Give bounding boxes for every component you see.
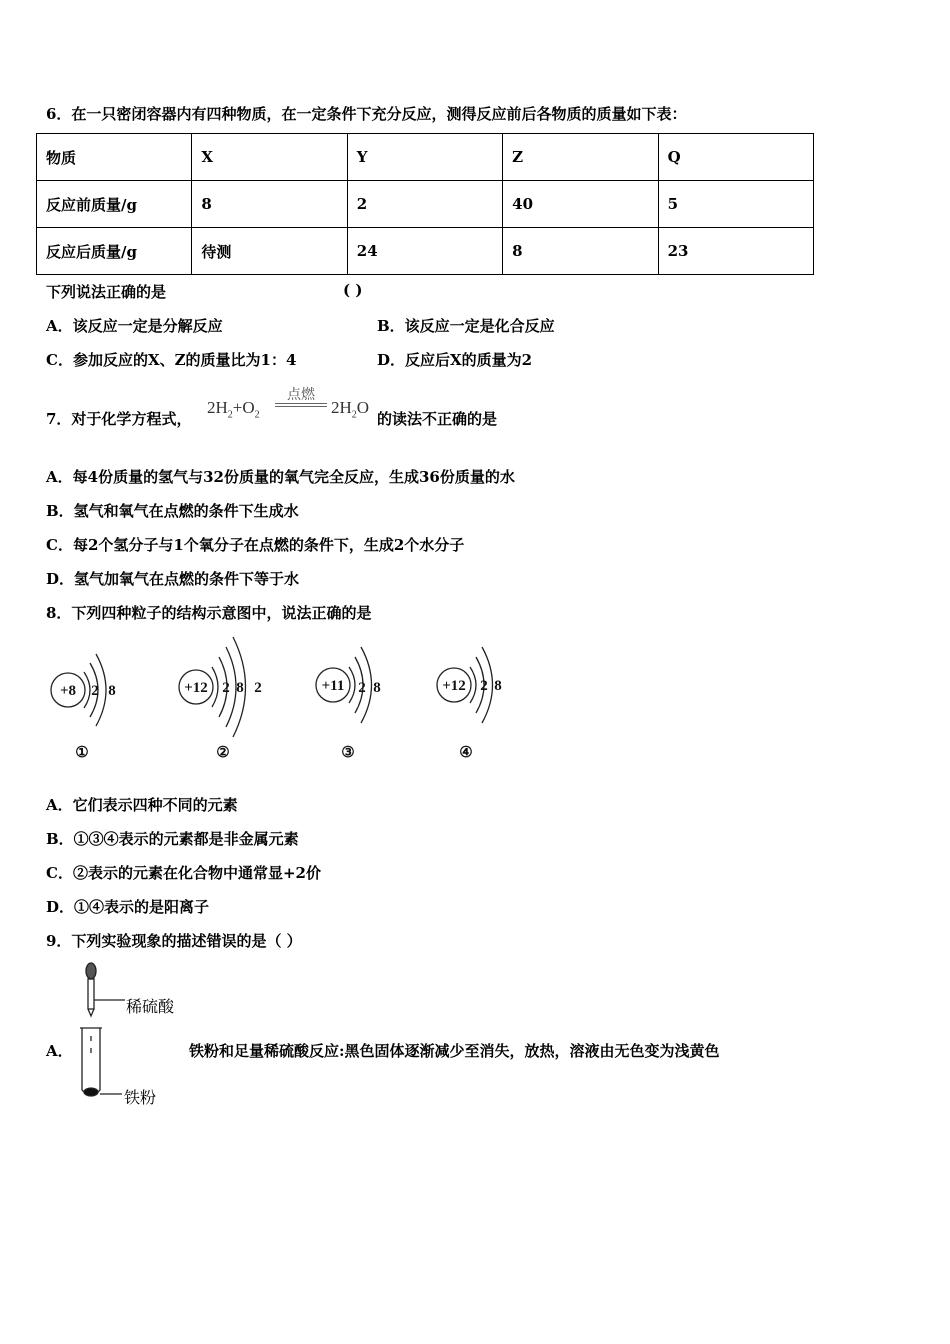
eq-plus-sub: 2 — [254, 409, 260, 421]
q6-answer-paren: ( ) — [343, 281, 363, 299]
eq-left-sub: 2 — [227, 409, 233, 421]
q7-option-a[interactable]: A．每4份质量的氢气与32份质量的氧气完全反应，生成36份质量的水 — [46, 468, 515, 486]
table-header-cell: X — [192, 134, 347, 181]
q7-equation-left — [207, 398, 260, 420]
q6-stem: 6．在一只密闭容器内有四种物质，在一定条件下充分反应，测得反应前后各物质的质量如下表： — [46, 105, 687, 123]
iron-powder — [84, 1088, 98, 1096]
label-dilute-sulfuric-acid: 稀硫酸 — [126, 997, 175, 1016]
q8-option-a[interactable]: A．它们表示四种不同的元素 — [46, 796, 238, 814]
q6-mass-table — [36, 133, 814, 275]
eq-plus: +O — [232, 398, 255, 417]
q9-option-a-text[interactable]: 铁粉和足量稀硫酸反应:黑色固体逐渐减少至消失，放热，溶液由无色变为浅黄色 — [189, 1042, 720, 1060]
q6-option-b[interactable]: B．该反应一定是化合反应 — [377, 317, 555, 335]
eq-right-end: O — [356, 398, 370, 417]
q7-option-b[interactable]: B．氢气和氧气在点燃的条件下生成水 — [46, 502, 299, 520]
q8-option-d[interactable]: D．①④表示的是阳离子 — [46, 898, 210, 916]
dropper-tube — [88, 979, 94, 1009]
particle-shell-count: 2 — [91, 683, 99, 699]
table-row — [37, 181, 814, 228]
q7-prefix: 7．对于化学方程式， — [46, 410, 192, 428]
q8-option-c[interactable]: C．②表示的元素在化合物中通常显+2价 — [46, 864, 321, 882]
table-cell: 2 — [347, 181, 502, 228]
particle-nucleus-label: +12 — [442, 678, 466, 694]
q7-equation-right — [331, 398, 369, 420]
q8-particle-diagrams — [0, 625, 560, 770]
particle-nucleus-label: +11 — [321, 678, 345, 694]
q6-option-c[interactable]: C．参加反应的X、Z的质量比为1：4 — [46, 351, 297, 369]
q9-option-a-letter[interactable]: A． — [46, 1042, 73, 1060]
eq-right-coef: 2H — [331, 398, 352, 417]
particle-shell-count: 8 — [236, 680, 244, 696]
table-header-cell: 物质 — [37, 134, 192, 181]
table-cell: 23 — [658, 228, 813, 275]
table-cell: 待测 — [192, 228, 347, 275]
q6-option-d[interactable]: D．反应后X的质量为2 — [377, 351, 533, 369]
eq-right-sub: 2 — [351, 409, 357, 421]
dropper-tip — [88, 1009, 94, 1016]
q8-stem: 8．下列四种粒子的结构示意图中，说法正确的是 — [46, 604, 372, 622]
particle-nucleus-label: +12 — [184, 680, 208, 696]
table-cell: 24 — [347, 228, 502, 275]
table-header-cell: Q — [658, 134, 813, 181]
particle-index-label: ③ — [341, 745, 355, 761]
particle-shell-count: 8 — [108, 683, 116, 699]
particle-shell-count: 2 — [358, 680, 366, 696]
eq-arrow-lines — [275, 403, 327, 407]
q9-stem: 9．下列实验现象的描述错误的是（ ） — [46, 932, 302, 950]
particle-shell-count: 8 — [494, 678, 502, 694]
table-cell: 反应后质量/g — [37, 228, 192, 275]
q6-option-a[interactable]: A．该反应一定是分解反应 — [46, 317, 223, 335]
table-row — [37, 228, 814, 275]
particle-shell-count: 8 — [373, 680, 381, 696]
table-header-cell: Z — [503, 134, 658, 181]
label-iron-powder: 铁粉 — [124, 1088, 157, 1107]
particle-nucleus-label: +8 — [59, 683, 77, 699]
table-cell: 5 — [658, 181, 813, 228]
particle-index-label: ④ — [459, 745, 473, 761]
q7-option-d[interactable]: D．氢气加氧气在点燃的条件下等于水 — [46, 570, 300, 588]
table-cell: 40 — [503, 181, 658, 228]
eq-left-coef: 2H — [207, 398, 228, 417]
table-header-row — [37, 134, 814, 181]
eq-condition: 点燃 — [287, 388, 315, 403]
particle-index-label: ② — [216, 745, 230, 761]
particle-shell-count: 2 — [222, 680, 230, 696]
q7-option-c[interactable]: C．每2个氢分子与1个氧分子在点燃的条件下，生成2个水分子 — [46, 536, 465, 554]
particle-shell-count: 2 — [480, 678, 488, 694]
q8-option-b[interactable]: B．①③④表示的元素都是非金属元素 — [46, 830, 299, 848]
table-header-cell: Y — [347, 134, 502, 181]
dropper-bulb — [86, 963, 96, 979]
table-cell: 8 — [503, 228, 658, 275]
particle-shell-count: 2 — [254, 680, 262, 696]
table-cell: 8 — [192, 181, 347, 228]
q7-suffix: 的读法不正确的是 — [377, 410, 498, 428]
particle-index-label: ① — [75, 745, 89, 761]
q6-prompt: 下列说法正确的是 — [46, 283, 167, 301]
table-cell: 反应前质量/g — [37, 181, 192, 228]
